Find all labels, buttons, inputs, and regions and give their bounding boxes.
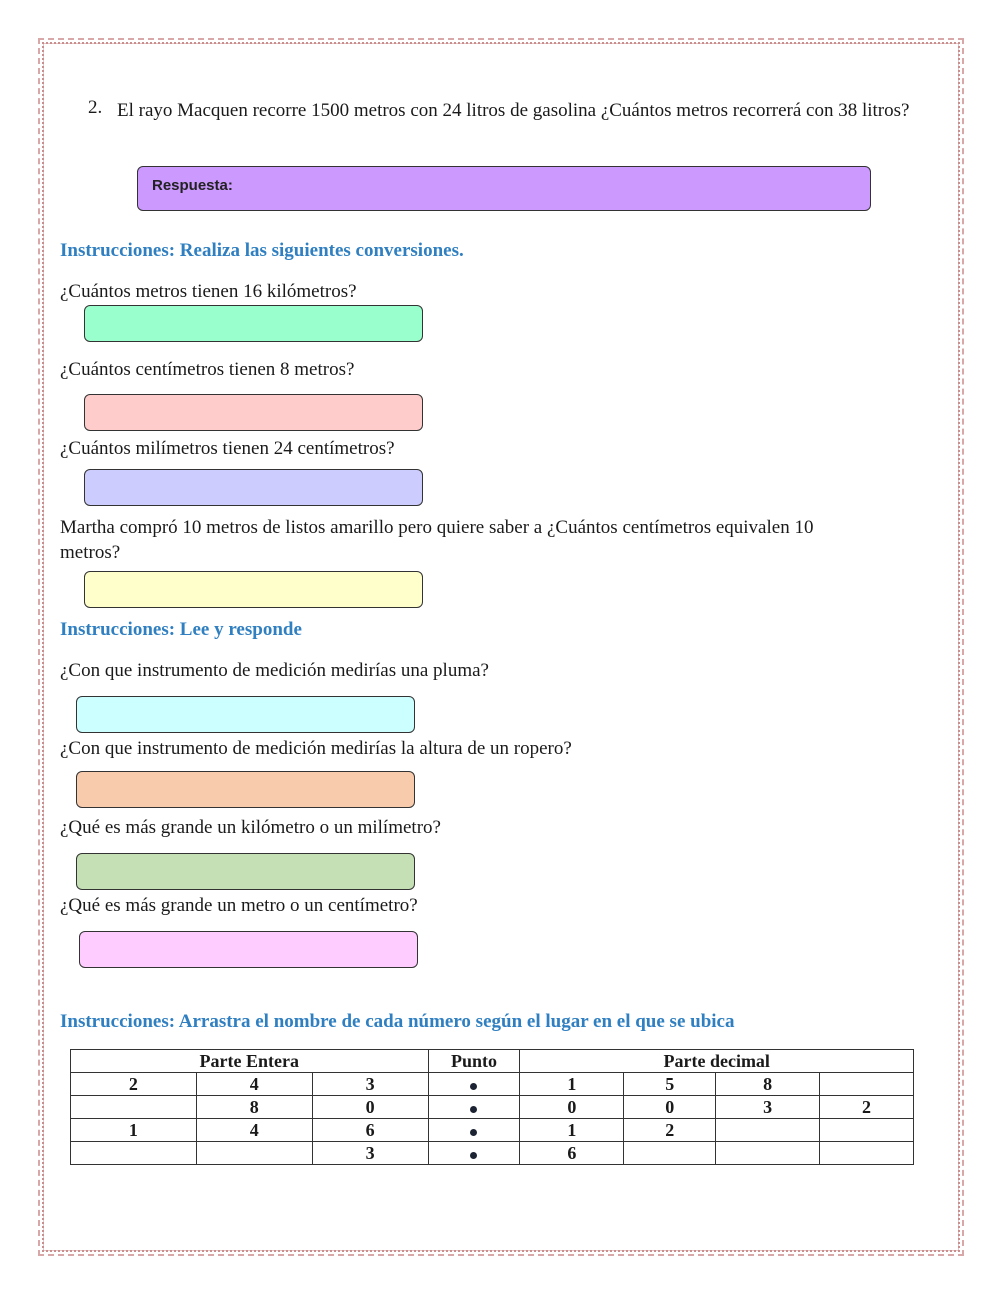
table-cell[interactable] bbox=[624, 1142, 716, 1165]
question-text: ¿Con que instrumento de medición medirías la altura de un ropero? bbox=[60, 738, 572, 759]
question-text: metros? bbox=[60, 542, 121, 563]
answer-box[interactable] bbox=[76, 771, 415, 808]
answer-box[interactable] bbox=[84, 571, 423, 608]
header-integer-part: Parte Entera bbox=[71, 1050, 429, 1073]
table-cell[interactable]: 6 bbox=[520, 1142, 624, 1165]
table-cell[interactable]: 0 bbox=[312, 1096, 428, 1119]
question-text: ¿Con que instrumento de medición medirías una pluma? bbox=[60, 660, 489, 681]
table-cell[interactable]: 3 bbox=[716, 1096, 820, 1119]
section-2-title: Instrucciones: Lee y responde bbox=[60, 619, 302, 640]
table-cell[interactable] bbox=[820, 1142, 914, 1165]
table-cell[interactable] bbox=[716, 1119, 820, 1142]
answer-box[interactable] bbox=[79, 931, 418, 968]
place-value-table bbox=[70, 1049, 914, 1165]
answer-label: Respuesta: bbox=[152, 177, 233, 194]
answer-box-q2[interactable] bbox=[137, 166, 871, 211]
table-row bbox=[71, 1119, 914, 1142]
table-cell[interactable]: 1 bbox=[520, 1073, 624, 1096]
decimal-point-icon bbox=[470, 1083, 477, 1090]
decimal-point-cell bbox=[428, 1073, 520, 1096]
table-row bbox=[71, 1142, 914, 1165]
table-cell[interactable]: 1 bbox=[71, 1119, 197, 1142]
table-cell[interactable]: 3 bbox=[312, 1142, 428, 1165]
table-cell[interactable]: 2 bbox=[71, 1073, 197, 1096]
question-number: 2. bbox=[88, 97, 103, 118]
answer-box[interactable] bbox=[76, 853, 415, 890]
table-cell[interactable]: 6 bbox=[312, 1119, 428, 1142]
table-cell[interactable]: 4 bbox=[196, 1073, 312, 1096]
question-text: ¿Cuántos centímetros tienen 8 metros? bbox=[60, 359, 355, 380]
table-cell[interactable]: 4 bbox=[196, 1119, 312, 1142]
table-cell[interactable]: 2 bbox=[624, 1119, 716, 1142]
table-cell[interactable] bbox=[71, 1096, 197, 1119]
table-cell[interactable]: 5 bbox=[624, 1073, 716, 1096]
question-text: Martha compró 10 metros de listos amarillo pero quiere saber a ¿Cuántos centímetros equivalen 10 bbox=[60, 517, 814, 538]
table-cell[interactable] bbox=[196, 1142, 312, 1165]
decimal-point-cell bbox=[428, 1119, 520, 1142]
table-cell[interactable] bbox=[820, 1119, 914, 1142]
table-cell[interactable]: 8 bbox=[196, 1096, 312, 1119]
answer-box[interactable] bbox=[84, 394, 423, 431]
section-3-title: Instrucciones: Arrastra el nombre de cada número según el lugar en el que se ubica bbox=[60, 1011, 735, 1032]
answer-box[interactable] bbox=[84, 469, 423, 506]
table-cell[interactable]: 2 bbox=[820, 1096, 914, 1119]
answer-box[interactable] bbox=[84, 305, 423, 342]
table-row bbox=[71, 1096, 914, 1119]
table-row bbox=[71, 1073, 914, 1096]
answer-box[interactable] bbox=[76, 696, 415, 733]
question-text: ¿Qué es más grande un kilómetro o un milímetro? bbox=[60, 817, 441, 838]
decimal-point-cell bbox=[428, 1142, 520, 1165]
section-1-title: Instrucciones: Realiza las siguientes conversiones. bbox=[60, 240, 464, 261]
table-cell[interactable] bbox=[716, 1142, 820, 1165]
table-cell[interactable] bbox=[820, 1073, 914, 1096]
decimal-point-cell bbox=[428, 1096, 520, 1119]
question-text: ¿Cuántos milímetros tienen 24 centímetros? bbox=[60, 438, 395, 459]
header-point: Punto bbox=[428, 1050, 520, 1073]
table-cell[interactable]: 0 bbox=[520, 1096, 624, 1119]
header-decimal-part: Parte decimal bbox=[520, 1050, 914, 1073]
question-text: ¿Qué es más grande un metro o un centímetro? bbox=[60, 895, 418, 916]
table-cell[interactable]: 1 bbox=[520, 1119, 624, 1142]
decimal-point-icon bbox=[470, 1106, 477, 1113]
question-2-text: El rayo Macquen recorre 1500 metros con 24 litros de gasolina ¿Cuántos metros recorrerá con 38 litros? bbox=[117, 100, 910, 121]
table-cell[interactable]: 3 bbox=[312, 1073, 428, 1096]
question-text: ¿Cuántos metros tienen 16 kilómetros? bbox=[60, 281, 357, 302]
table-cell[interactable]: 0 bbox=[624, 1096, 716, 1119]
decimal-point-icon bbox=[470, 1152, 477, 1159]
decimal-point-icon bbox=[470, 1129, 477, 1136]
table-cell[interactable] bbox=[71, 1142, 197, 1165]
table-cell[interactable]: 8 bbox=[716, 1073, 820, 1096]
